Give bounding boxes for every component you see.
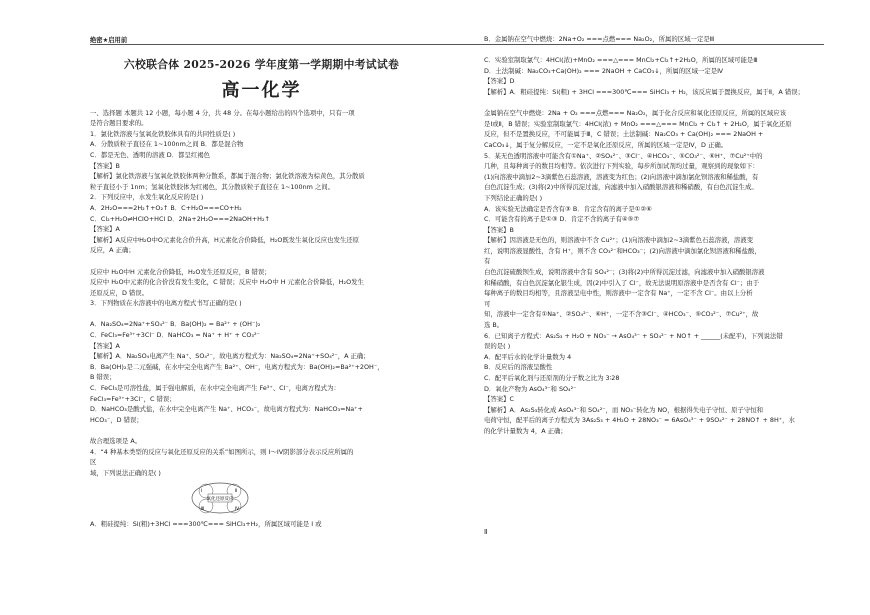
diagram-label-2: Ⅱ [235, 489, 238, 495]
diagram-inner-label: 氧化还原反应 [206, 497, 234, 503]
text-line: 一、选择题 本题共 12 小题，每小题 4 分，共 48 分。在每小题给出的四个选项中，只有一项 [90, 108, 355, 117]
text-line: 红，说明溶液显酸性，含有 H⁺，则不含 CO₃²⁻和HCO₃⁻；(2)向溶液中滴加氯化钡溶液和稀盐酸， [484, 246, 761, 255]
text-line: 是Ⅰ或Ⅱ，B 错误；实验室制取氯气：4HCl(浓) + MnO₂ ===△=== MnCl₂ + Cl₂↑ + 2H₂O，属于氧化还原 [484, 119, 792, 128]
left-tail-block [90, 519, 433, 530]
diagram-label-4: Ⅳ [235, 507, 240, 513]
text-line: CaCO₃↓，属于复分解反应，一定不是氧化还原反应，所属的区域一定是Ⅳ，D 正确。 [484, 140, 728, 149]
text-line: C．可能含有的离子是①③ D．肯定不含的离子有④⑤⑦ [484, 215, 640, 224]
text-line: 【解析】A反应中H₂O中O元素化合价升高，H元素化合价降低，H₂O既发生氧化反应也发生还原 [90, 235, 360, 244]
text-line [90, 309, 433, 320]
text-line: 2．下列反应中，水发生氧化反应的是( ) [90, 193, 204, 202]
text-line: 6．已知离子方程式：As₂S₃ + H₂O + NO₃⁻ → AsO₄³⁻ + SO₄²⁻ + NO↑ + ______(未配平)，下列说法错 [484, 331, 783, 340]
right-text-block [484, 34, 824, 437]
text-line: 【答案】D [484, 77, 515, 86]
text-line [90, 256, 433, 267]
text-line: A．分散质粒子直径在 1~100nm之间 B．都是混合物 [90, 140, 244, 149]
text-line: C．FeCl₃=Fe³⁺+3Cl⁻ D．NaHCO₃ = Na⁺ + H⁺ + CO₃²⁻ [90, 331, 260, 340]
text-line: 4．“4 种基本类型的反应与氧化还原反应的关系”如图所示，则 I～IV阴影部分表示反应所属的 [90, 447, 354, 456]
text-line: C．FeCl₃是可溶性盐，属于强电解质，在水中完全电离产生 Fe³⁺、Cl⁻，电离方程式为： [90, 384, 340, 393]
text-line: 粒子直径小于 1nm；氢氧化铁胶体为红褐色，其分散质粒子直径在 1~100nm 之间。 [90, 182, 335, 191]
text-line: 1．氯化铁溶液与氢氧化铁胶体具有的共同性质是( ) [90, 129, 236, 138]
text-line: 【解析】A．As₂S₃转化成 AsO₄³⁻和 SO₄²⁻，而 NO₃⁻转化为 NO，根据得失电子守恒、原子守恒和 [484, 405, 764, 414]
exam-subject: 高一化学 [221, 79, 302, 101]
text-line [484, 98, 824, 109]
text-line: 可 [484, 299, 491, 308]
text-line: B．Ba(OH)₂是二元强碱，在水中完全电离产生 Ba²⁺、OH⁻，电离方程式为：Ba(OH)₂=Ba²⁺+2OH⁻， [90, 362, 384, 371]
text-line: 区 [90, 458, 97, 467]
text-line: 【解析】氯化铁溶液与氢氧化铁胶体两种分散系，都属于混合物；氯化铁溶液为棕黄色，其分散质 [90, 172, 365, 181]
text-line: C．配平后氧化剂与还原剂的分子数之比为 3∶28 [484, 374, 620, 382]
text-line: 【答案】B [90, 161, 120, 170]
exam-title: 六校联合体 2025-2026 学年度第一学期期中考试试卷 [123, 57, 400, 71]
text-line: 【答案】A [90, 341, 120, 350]
text-line: C．实验室制取氯气：4HCl(浓)+MnO₂ ===△=== MnCl₂+Cl₂↑+2H₂O，所属的区域可能是Ⅲ [484, 56, 758, 65]
text-line: C．都是无色、透明的溶液 D．都呈红褐色 [90, 150, 211, 159]
text-line [484, 45, 824, 56]
text-line: 选 B。 [484, 321, 504, 330]
text-line: 5．某无色透明溶液中可能含有①Na⁺、②SO₄²⁻、③Cl⁻、④HCO₃⁻、⑤CO₃²⁻、⑥H⁺、⑦Cu²⁺中的 [484, 151, 763, 160]
text-line: 【解析】A．Na₂SO₄电离产生 Na⁺、SO₄²⁻，故电离方程式为：Na₂SO₄=2Na⁺+SO₄²⁻，A 正确； [90, 352, 370, 361]
text-line: HCO₃⁻，D 错误； [90, 415, 143, 424]
text-line: 反应中 H₂O中H 元素化合价降低，H₂O发生还原反应，B 错误； [90, 267, 271, 276]
text-line [90, 425, 433, 436]
text-line: 每种离子的数目均相等，且溶液呈电中性，则溶液中一定含有 Na⁺，一定不含 Cl⁻。由以上分析 [484, 289, 753, 298]
text-line: 电荷守恒，配平后的离子方程式为 3As₂S₃ + 4H₂O + 28NO₃⁻ = 6AsO₄³⁻ + 9SO₄²⁻ + 28NO↑ + 8H⁺，水 [484, 416, 795, 425]
left-column [90, 0, 433, 615]
text-line: 是符合题目要求的。 [90, 119, 148, 128]
text-line: 白色沉淀生成；(3)将(2)中所得沉淀过滤，向滤液中加入硝酸银溶液和稀硝酸，有白色沉淀生成。 [484, 183, 758, 192]
text-line: 几种，且每种离子的数目均相等。依次进行下列实验，每步所加试剂均过量，观察到的现象如下： [484, 162, 759, 171]
text-line: 的化学计量数为 4，A 正确； [484, 426, 567, 435]
text-line: B 错误； [90, 373, 116, 382]
text-line: D．NaHCO₃是酸式盐，在水中完全电离产生 Na⁺、HCO₃⁻，故电离方程式为：NaHCO₃=Na⁺+ [90, 405, 363, 414]
reaction-relationship-diagram [190, 481, 250, 515]
diagram-label-3: Ⅲ [201, 507, 205, 513]
text-line: 和稀硝酸，有白色沉淀氯化银生成，因(2)中引入了 Cl⁻，故无法说明原溶液中是否含有 Cl⁻；由于 [484, 278, 760, 287]
text-line: 下列结论正确的是( ) [484, 193, 543, 202]
text-line: A．配平后水的化学计量数为 4 [484, 352, 572, 361]
text-line: 【解析】A．粗硅提纯：Si(粗) + 3HCl ===300℃=== SiHCl₃ + H₂，该反应属于置换反应，属于Ⅱ，A 错误； [484, 87, 804, 96]
text-line: (1)向溶液中滴加2~3滴紫色石蕊溶液，溶液变为红色；(2)向溶液中滴加氯化钡溶液和稀盐酸，有 [484, 172, 759, 181]
text-line: 域，下列说法正确的是( ) [90, 468, 161, 477]
text-line: C．Cl₂+H₂O⇌HClO+HCl D．2Na+2H₂O===2NaOH+H₂↑ [90, 214, 270, 223]
text-line: 【答案】A [90, 225, 120, 234]
text-line: D．土法制碱：Na₂CO₃+Ca(OH)₂ === 2NaOH + CaCO₃↓，所属的区域一定是Ⅳ [484, 66, 724, 75]
text-line: 【答案】B [484, 225, 514, 234]
text-line: 反应中 H₂O中元素的化合价没有发生变化，C 错误；反应中 H₂O中 H 元素化合价降低，H₂O发生 [90, 278, 364, 287]
right-column [484, 0, 824, 615]
text-line: A．粗硅提纯：Si(粗)+3HCl ===300℃=== SiHCl₃+H₂，所属区域可能是 I 或 [90, 520, 322, 529]
text-line: 还原反应，D 错误。 [90, 288, 149, 297]
text-line: 知，溶液中一定含有①Na⁺、②SO₄²⁻、⑥H⁺，一定不含③Cl⁻、④HCO₃⁻、⑤CO₃²⁻、⑦Cu²⁺，故 [484, 310, 759, 319]
text-line: A．Na₂SO₄=2Na⁺+SO₄²⁻ B．Ba(OH)₂ = Ba²⁺ + (OH⁻)₂ [90, 320, 261, 329]
left-text-block [90, 108, 433, 479]
text-line: A．2H₂O===2H₂↑+O₂↑ B．C+H₂O===CO+H₂ [90, 203, 242, 212]
confidential-mark: 绝密★启用前 [90, 37, 128, 44]
text-line: 3．下列物质在水溶液中的电离方程式书写正确的是( ) [90, 299, 242, 308]
text-line: FeCl₃=Fe³⁺+3Cl⁻，C 错误； [90, 394, 176, 403]
text-line: B．金属钠在空气中燃烧：2Na+O₂ ===点燃=== Na₂O₂，所属的区域一定是Ⅲ [484, 35, 715, 43]
text-line: 【解析】因溶液是无色的，则溶液中不含 Cu²⁺；(1)向溶液中滴加2~3滴紫色石蕊溶液，溶液变 [484, 236, 754, 245]
text-line: 反应，A 正确； [90, 246, 135, 255]
text-line: D．氧化产物为 AsO₄³⁻和 SO₄²⁻ [484, 384, 577, 393]
text-line: 金属钠在空气中燃烧：2Na + O₂ ===点燃=== Na₂O₂，属于化合反应和氧化还原反应，所属的区域应该 [484, 109, 787, 118]
page-number: Ⅱ [484, 528, 488, 536]
text-line: B．反应后的溶液呈酸性 [484, 363, 553, 372]
text-line: 【答案】C [484, 395, 515, 404]
diagram-label-1: Ⅰ [201, 489, 203, 495]
text-line: A．该实验无法确定是否含有③ B．肯定含有的离子是①②⑥ [484, 204, 652, 213]
text-line: 有 [484, 257, 491, 266]
text-line: 误的是( ) [484, 342, 511, 351]
text-line: 故合理选项是 A。 [90, 437, 142, 445]
text-line: 反应，但不是置换反应，不可能属于Ⅲ，C 错误；土法制碱：Na₂CO₃ + Ca(OH)₂ === 2NaOH + [484, 130, 764, 139]
text-line: 白色沉淀硫酸钡生成，说明溶液中含有 SO₄²⁻；(3)将(2)中所得沉淀过滤，向滤液中加入硝酸银溶液 [484, 268, 765, 277]
